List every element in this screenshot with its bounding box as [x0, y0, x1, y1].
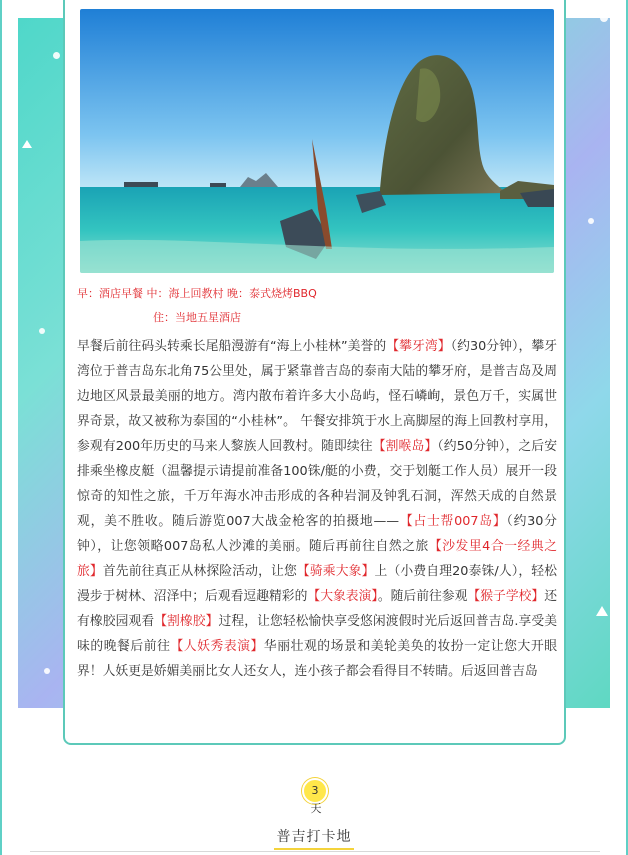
description-text: 首先前往真正从林探险活动，让您	[102, 564, 297, 579]
section-title: 普吉打卡地	[276, 829, 352, 845]
highlighted-attraction: 【占士帮007岛】	[399, 514, 507, 529]
description-text: （约30分钟），攀牙湾位于普吉岛东北角75公里处，属于紧靠普吉岛的泰南大陆的攀牙府，是普吉岛及周边地区风景最美丽的地方。湾内散布着许多大小岛屿，怪石嶙峋，景色万千，实属世界奇景，故又被称为泰国的“小桂林”。 午餐安排筑于水上高脚屋的海上回教村享用，参观有200年历史的马来人黎族人回教村。随即续往	[77, 339, 558, 454]
highlighted-attraction: 【人妖秀表演】	[170, 639, 264, 654]
highlighted-attraction: 【骑乘大象】	[296, 564, 375, 579]
description-text: 早餐后前往码头转乘长尾船漫游有“海上小桂林”美誉的	[77, 339, 387, 354]
highlighted-attraction: 【割喉岛】	[372, 439, 438, 454]
description-text: 过程，让您轻松愉快享受悠闲渡假时光后返回普吉岛.享受美味的晚餐后前往	[77, 614, 558, 654]
description-text: 还有橡胶园观看	[77, 589, 558, 629]
bay-photo	[80, 9, 554, 273]
highlighted-attraction: 【攀牙湾】	[386, 339, 451, 354]
description-text: （约30分钟），让您领略007岛私人沙滩的美丽。随后再前往自然之旅	[77, 514, 557, 554]
highlighted-attraction: 【猴子学校】	[467, 589, 545, 604]
highlighted-attraction: 【沙发里4合一经典之旅】	[77, 539, 557, 579]
day-unit-label: 天	[310, 802, 322, 815]
decor-dot	[53, 52, 60, 59]
itinerary-card	[63, 0, 566, 745]
section-divider	[30, 851, 600, 852]
highlighted-attraction: 【大象表演】	[307, 589, 378, 604]
day-number-badge: 3	[302, 778, 328, 804]
description-text: 。随后前往参观	[377, 589, 468, 604]
decor-triangle	[22, 140, 32, 148]
decor-dot	[44, 668, 50, 674]
description-text: 上（小费自理20泰铢/人），轻松漫步于树林、沼泽中；后观看逗趣精彩的	[77, 564, 558, 604]
left-border	[0, 0, 2, 855]
decor-dot	[600, 14, 608, 22]
description-text: （约50分钟），之后安排乘坐橡皮艇（温馨提示请提前准备100铢/艇的小费，交于划艇工作人员）展开一段惊奇的知性之旅，千万年海水冲击形成的各种岩洞及钟乳石洞，浑然天成的自然景观，美不胜收。随后游览007大战金枪客的拍摄地——	[77, 439, 557, 529]
day-section-header	[0, 778, 628, 855]
decor-triangle	[596, 606, 608, 616]
highlighted-attraction: 【割橡胶】	[154, 614, 219, 629]
meal-schedule	[77, 282, 557, 330]
title-underline	[274, 848, 354, 850]
hotel-line: 住：当地五星酒店	[153, 311, 241, 324]
description-text: 华丽壮观的场景和美轮美奂的妆扮一定让您大开眼界！人妖更是娇媚美丽比女人还女人，连小孩子都会看得目不转睛。后返回普吉岛	[77, 639, 558, 679]
decor-dot	[588, 218, 594, 224]
meals-line: 早：酒店早餐 中：海上回教村 晚：泰式烧烤BBQ	[77, 287, 317, 300]
decor-dot	[39, 328, 45, 334]
itinerary-description	[77, 334, 557, 684]
